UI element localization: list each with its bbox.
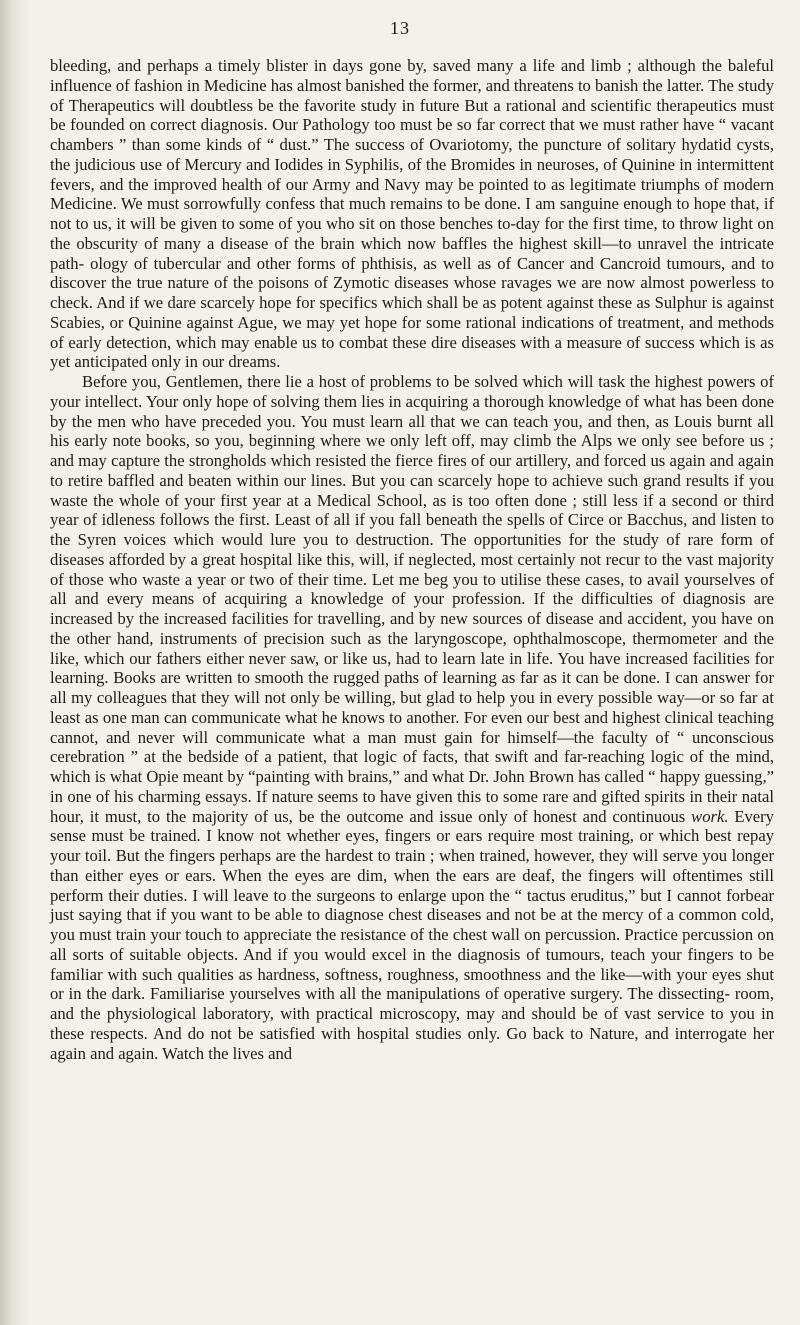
paragraph-2-text-part-1: Before you, Gentlemen, there lie a host of problems to be solved which will task the highest powers of your intellect. Your only hope of solving them lies in acquiring a thorough knowledge of what has been done by the men who have preceded you. You must learn all that we can teach you, and then, as Louis burnt all his early note books, so you, beginning where we only left off, may climb the Alps we only see before us ; and may capture the strongholds which resisted the fierce fires of our artillery, and forced us again and again to retire baffled and beaten within our lines. But you can scarcely hope to achieve such grand results if you waste the whole of your first year at a Medical School, as is too often done ; still less if a second or third year of idleness follows the first. Least of all if you fall beneath the spells of Circe or Bacchus, and listen to the Syren voices which would lure you to destruction. The opportunities for the study of rare form of diseases afforded by a great hospital like this, will, if neglected, most certainly not recur to the vast majority of those who waste a year or two of their time. Let me beg you to utilise these cases, to avail yourselves of all and every means of acquiring a knowledge of your profession. If the difficulties of diagnosis are increased by the increased facilities for travelling, and by new sources of disease and accident, you have on the other hand, instruments of precision such as the laryngoscope, ophthalmoscope, thermometer and the like, which our fathers either never saw, or like us, had to learn late in life. You have increased facilities for learning. Books are written to smooth the rugged paths of learning as far as it can be done. I can answer for all my colleagues that they will not only be willing, but glad to help you in every possible way—or so far at least as one man can communicate what he knows to another. For even our best and highest clinical teaching cannot, and never will communicate what a man must gain for himself—the faculty of “ unconscious cerebration ” at the bedside of a patient, that logic of facts, that swift and far-reaching logic of the mind, which is what Opie meant by “painting with brains,” and what Dr. John Brown has called “ happy guessing,” in one of his charming essays. If nature seems to have given this to some rare and gifted spirits in their natal hour, it must, to the majority of us, be the outcome and issue only of honest and continuous bbox=[50, 372, 774, 826]
page-number: 13 bbox=[390, 18, 410, 38]
paragraph-2-text-part-2: Every sense must be trained. I know not whether eyes, fingers or ears require most training, or which best repay your toil. But the fingers perhaps are the hardest to train ; when trained, however, they will serve you longer than either eyes or ears. When the eyes are dim, when the ears are deaf, the fingers will oftentimes still perform their duties. I will leave to the surgeons to enlarge upon the “ tactus eruditus,” but I cannot forbear just saying that if you want to be able to diagnose chest diseases and not be at the mercy of a common cold, you must train your touch to appreciate the resistance of the chest wall on percussion. Practice percussion on all sorts of suitable objects. And if you would excel in the diagnosis of tumours, teach your fingers to be familiar with such qualities as hardness, softness, roughness, smoothness and the like—with your eyes shut or in the dark. Familiarise yourselves with all the manipulations of operative surgery. The dissecting- room, and the physiological laboratory, with practical microscopy, may and should be of vast service to you in these respects. And do not be satisfied with hospital studies only. Go back to Nature, and interrogate her again and again. Watch the lives and bbox=[50, 806, 774, 1063]
paragraph-2 bbox=[50, 372, 774, 1063]
page-edge-shadow bbox=[0, 0, 30, 1325]
paragraph-1-text: bleeding, and perhaps a timely blister in days gone by, saved many a life and limb ; although the baleful influence of fashion in Medicine has almost banished the former, and threatens to banish the latter. The study of Therapeutics will doubtless be the favorite study in future But a rational and scientific therapeutics must be founded on correct diagnosis. Our Pathology too must be so far correct that we must rather have “ vacant chambers ” than some kinds of “ dust.” The success of Ovariotomy, the puncture of solitary hydatid cysts, the judicious use of Mercury and Iodides in Syphilis, of the Bromides in neuroses, of Quinine in intermittent fevers, and the improved health of our Army and Navy may be pointed to as legitimate triumphs of modern Medicine. We must sorrowfully confess that much remains to be done. I am sanguine enough to hope that, if not to us, it will be given to some of you who sit on those benches to-day for the first time, to throw light on the obscurity of many a disease of the brain which now baffles the highest skill—to unravel the intricate path- ology of tubercular and other forms of phthisis, as well as of Cancer and Cancroid tumours, and to discover the true nature of the poisons of Zymotic diseases whose ravages we are now almost powerless to check. And if we dare scarcely hope for specifics which shall be as potent against these as Sulphur is against Scabies, or Quinine against Ague, we may yet hope for some rational indications of treatment, and methods of early detection, which may enable us to combat these dire diseases with a measure of success which is as yet anticipated only in our dreams. bbox=[50, 56, 774, 372]
paragraph-2-emphasis-work: work. bbox=[691, 806, 729, 826]
text-column bbox=[50, 56, 774, 1063]
paragraph-1 bbox=[50, 56, 774, 372]
